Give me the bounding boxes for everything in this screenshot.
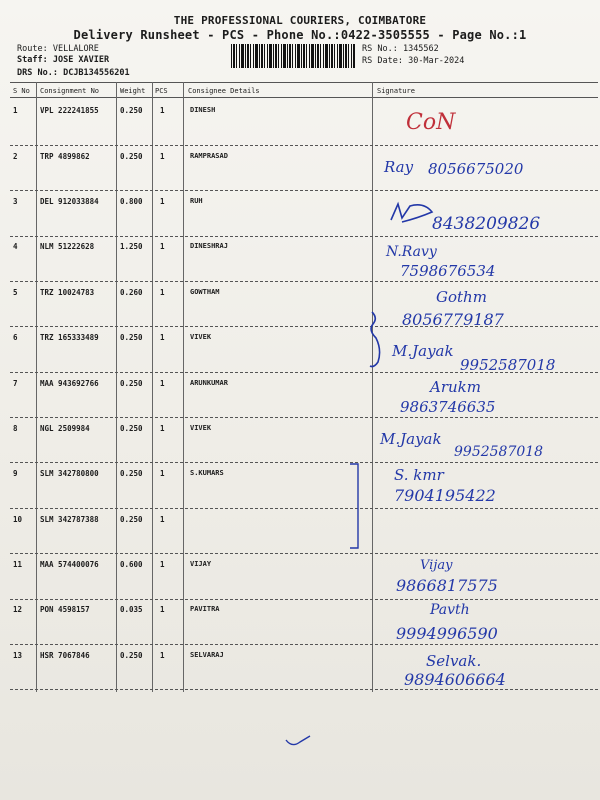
rs-date-line bbox=[362, 56, 464, 66]
row-sno: 6 bbox=[13, 333, 18, 342]
row-sno: 11 bbox=[13, 560, 23, 569]
row-consignee: VIVEK bbox=[190, 333, 212, 341]
row-sno: 2 bbox=[13, 152, 18, 161]
signature-2-name: Ray bbox=[384, 158, 414, 176]
row-consignment: SLM 342787388 bbox=[40, 515, 99, 524]
row-sno: 4 bbox=[13, 242, 18, 251]
row-consignee: ARUNKUMAR bbox=[190, 379, 228, 387]
row-divider bbox=[10, 326, 598, 327]
row-consignment: VPL 222241855 bbox=[40, 106, 99, 115]
signature-5-name: Gothm bbox=[436, 288, 487, 306]
pen-tick bbox=[284, 734, 314, 750]
row-pcs: 1 bbox=[160, 651, 165, 660]
row-consignment: DEL 912033884 bbox=[40, 197, 99, 206]
signature-1: CoN bbox=[406, 110, 456, 135]
row-weight: 0.250 bbox=[120, 333, 143, 342]
row-consignment: PON 4598157 bbox=[40, 605, 90, 614]
signature-11-name: Vijay bbox=[420, 558, 453, 573]
row-pcs: 1 bbox=[160, 379, 165, 388]
signature-13-phone: 9894606664 bbox=[404, 670, 506, 689]
route-label: Route: bbox=[17, 44, 48, 54]
signature-12-name: Pavth bbox=[430, 602, 470, 618]
row-weight: 0.250 bbox=[120, 515, 143, 524]
route-value: VELLALORE bbox=[52, 44, 99, 54]
row-pcs: 1 bbox=[160, 515, 165, 524]
staff-value: JOSE XAVIER bbox=[52, 55, 110, 65]
row-sno: 7 bbox=[13, 379, 18, 388]
signature-8-phone: 9952587018 bbox=[454, 444, 544, 460]
row-consignee: VIJAY bbox=[190, 560, 212, 568]
row-divider bbox=[10, 644, 598, 645]
barcode bbox=[231, 44, 355, 68]
row-consignee: DINESHRAJ bbox=[190, 242, 228, 250]
header-bottom-rule bbox=[10, 97, 598, 98]
row-weight: 0.250 bbox=[120, 424, 143, 433]
row-divider bbox=[10, 145, 598, 146]
row-sno: 10 bbox=[13, 515, 23, 524]
staff-label: Staff: bbox=[17, 55, 48, 65]
row-consignment: TRP 4899862 bbox=[40, 152, 90, 161]
col-sep bbox=[372, 82, 373, 692]
signature-4-name: N.Ravy bbox=[386, 244, 437, 260]
row-divider bbox=[10, 462, 598, 463]
row-consignment: SLM 342780800 bbox=[40, 469, 99, 478]
row-weight: 0.250 bbox=[120, 152, 143, 161]
signature-3-phone: 8438209826 bbox=[432, 214, 541, 234]
row-divider bbox=[10, 508, 598, 509]
runsheet-subtitle: Delivery Runsheet - PCS - Phone No.:0422-3505555 - Page No.:1 bbox=[73, 28, 527, 42]
col-header-sno: S No bbox=[13, 87, 30, 95]
signature-8-name: M.Jayak bbox=[380, 430, 442, 448]
row-weight: 0.250 bbox=[120, 106, 143, 115]
rs-no-line bbox=[362, 44, 439, 54]
signature-13-name: Selvak. bbox=[426, 652, 482, 670]
row-divider bbox=[10, 281, 598, 282]
row-weight: 0.600 bbox=[120, 560, 143, 569]
col-sep bbox=[36, 82, 37, 692]
row-consignee: DINESH bbox=[190, 106, 216, 114]
row-weight: 0.250 bbox=[120, 651, 143, 660]
signature-9-phone: 7904195422 bbox=[394, 486, 496, 505]
row-pcs: 1 bbox=[160, 197, 165, 206]
row-weight: 0.035 bbox=[120, 605, 143, 614]
rs-date-label: RS Date: bbox=[362, 56, 403, 66]
row-divider bbox=[10, 553, 598, 554]
row-consignment: HSR 7067846 bbox=[40, 651, 90, 660]
row-pcs: 1 bbox=[160, 106, 165, 115]
pen-mark bbox=[364, 310, 386, 372]
row-weight: 0.800 bbox=[120, 197, 143, 206]
col-sep bbox=[116, 82, 117, 692]
row-pcs: 1 bbox=[160, 560, 165, 569]
col-header-weight: Weight bbox=[120, 87, 146, 95]
row-weight: 0.250 bbox=[120, 469, 143, 478]
row-sno: 3 bbox=[13, 197, 18, 206]
signature-7-name: Arukm bbox=[430, 378, 481, 396]
row-sno: 13 bbox=[13, 651, 23, 660]
row-weight: 0.250 bbox=[120, 379, 143, 388]
col-sep bbox=[183, 82, 184, 692]
header-top-rule bbox=[10, 82, 598, 83]
row-pcs: 1 bbox=[160, 242, 165, 251]
row-divider bbox=[10, 599, 598, 600]
row-divider bbox=[10, 689, 598, 690]
row-consignment: MAA 574400076 bbox=[40, 560, 99, 569]
signature-3-scribble bbox=[388, 200, 438, 226]
row-consignment: NGL 2509984 bbox=[40, 424, 90, 433]
row-weight: 1.250 bbox=[120, 242, 143, 251]
signature-12-phone: 9994996590 bbox=[396, 624, 498, 643]
row-divider bbox=[10, 417, 598, 418]
signature-9-name: S. kmr bbox=[394, 466, 444, 484]
row-weight: 0.260 bbox=[120, 288, 143, 297]
row-consignment: TRZ 165333489 bbox=[40, 333, 99, 342]
row-sno: 1 bbox=[13, 106, 18, 115]
bracket-mark bbox=[348, 460, 368, 552]
col-sep bbox=[152, 82, 153, 692]
row-pcs: 1 bbox=[160, 469, 165, 478]
rs-no-label: RS No.: bbox=[362, 44, 398, 54]
row-sno: 5 bbox=[13, 288, 18, 297]
row-consignee: SELVARAJ bbox=[190, 651, 224, 659]
row-consignment: NLM 51222628 bbox=[40, 242, 95, 251]
signature-2-phone: 8056675020 bbox=[428, 160, 524, 178]
route-line bbox=[17, 44, 99, 54]
row-pcs: 1 bbox=[160, 333, 165, 342]
col-header-consignment: Consignment No bbox=[40, 87, 100, 95]
rs-no-value: 1345562 bbox=[402, 44, 439, 54]
row-consignee: RAMPRASAD bbox=[190, 152, 228, 160]
drs-value: DCJB134556201 bbox=[63, 68, 130, 78]
row-consignee: GOWTHAM bbox=[190, 288, 220, 296]
signature-5-phone: 8056779187 bbox=[402, 310, 504, 329]
row-sno: 8 bbox=[13, 424, 18, 433]
row-sno: 12 bbox=[13, 605, 23, 614]
col-header-consignee: Consignee Details bbox=[188, 87, 260, 95]
row-divider bbox=[10, 190, 598, 191]
row-consignee: PAVITRA bbox=[190, 605, 220, 613]
row-pcs: 1 bbox=[160, 424, 165, 433]
row-consignee: VIVEK bbox=[190, 424, 212, 432]
row-consignment: TRZ 10024783 bbox=[40, 288, 95, 297]
row-divider bbox=[10, 236, 598, 237]
drs-line bbox=[17, 68, 130, 78]
rs-date-value: 30-Mar-2024 bbox=[408, 56, 465, 66]
row-pcs: 1 bbox=[160, 152, 165, 161]
signature-6-name: M.Jayak bbox=[392, 342, 454, 360]
signature-7-phone: 9863746635 bbox=[400, 398, 496, 416]
company-title: THE PROFESSIONAL COURIERS, COIMBATORE bbox=[173, 14, 427, 27]
row-pcs: 1 bbox=[160, 288, 165, 297]
signature-4-phone: 7598676534 bbox=[400, 262, 496, 280]
signature-6-phone: 9952587018 bbox=[460, 356, 556, 374]
drs-label: DRS No.: bbox=[17, 68, 58, 78]
row-sno: 9 bbox=[13, 469, 18, 478]
col-header-signature: Signature bbox=[377, 87, 415, 95]
row-consignment: MAA 943692766 bbox=[40, 379, 99, 388]
staff-line bbox=[17, 55, 109, 65]
row-consignee: S.KUMARS bbox=[190, 469, 224, 477]
col-header-pcs: PCS bbox=[155, 87, 168, 95]
signature-11-phone: 9866817575 bbox=[396, 576, 498, 595]
row-consignee: RUH bbox=[190, 197, 203, 205]
row-pcs: 1 bbox=[160, 605, 165, 614]
